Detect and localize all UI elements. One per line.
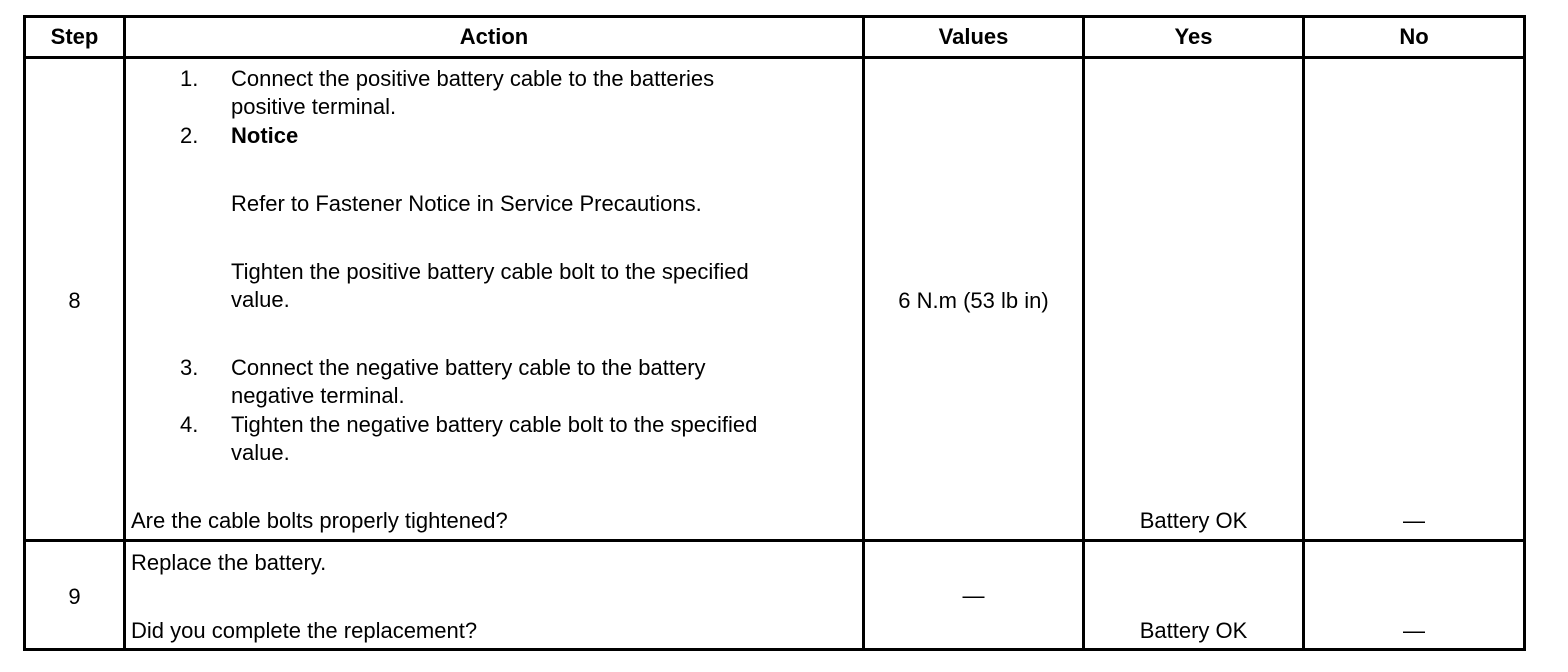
table-border-left [23,15,26,651]
column-divider-values [1082,15,1085,651]
list-item-number: 4. [180,412,199,437]
column-divider-step [123,15,126,651]
list-item-text: value. [231,440,290,465]
table-border-right [1523,15,1526,651]
spec-value: 6 N.m (53 lb in) [898,288,1049,313]
list-item-text: positive terminal. [231,94,397,119]
header-no: No [1399,24,1429,49]
list-item-number: 3. [180,355,199,380]
list-item-text: Connect the negative battery cable to the battery [231,355,706,380]
question-text: Did you complete the replacement? [131,618,478,643]
notice-text: Refer to Fastener Notice in Service Precautions. [231,191,702,216]
list-item-number: 2. [180,123,199,148]
header-action: Action [459,24,529,49]
list-item-text: Tighten the negative battery cable bolt to the specified [231,412,758,437]
no-result: — [1403,618,1425,643]
list-item-text: value. [231,287,290,312]
table-border-bottom [23,648,1526,651]
list-item-text: negative terminal. [231,383,405,408]
no-result: — [1403,508,1425,533]
column-divider-action [862,15,865,651]
step-number: 8 [68,288,81,313]
spec-value: — [962,583,985,608]
list-item-text: Tighten the positive battery cable bolt to the specified [231,259,749,284]
notice-heading: Notice [231,123,299,148]
yes-result: Battery OK [1139,618,1248,643]
question-text: Are the cable bolts properly tightened? [131,508,508,533]
header-step: Step [50,24,99,49]
row-divider [23,539,1526,542]
yes-result: Battery OK [1139,508,1248,533]
header-yes: Yes [1174,24,1213,49]
instruction-text: Replace the battery. [131,550,327,575]
table-border-top [23,15,1526,18]
header-divider [23,56,1526,59]
column-divider-yes [1302,15,1305,651]
step-number: 9 [68,584,81,609]
header-values: Values [938,24,1009,49]
list-item-text: Connect the positive battery cable to the batteries [231,66,715,91]
list-item-number: 1. [180,66,199,91]
